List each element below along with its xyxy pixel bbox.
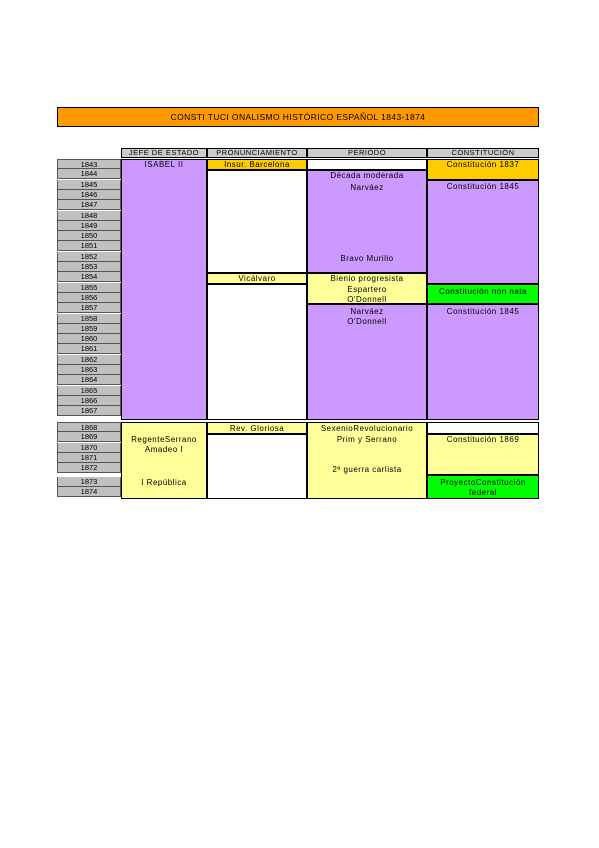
year-cell: 1871 xyxy=(57,453,121,463)
cell-rev-gloriosa xyxy=(207,422,307,434)
cell-constitucion-1845-a xyxy=(427,180,539,284)
page-title: CONSTI TUCI ONALISMO HISTÓRICO ESPAÑOL 1843-1874 xyxy=(57,107,539,127)
year-cell: 1853 xyxy=(57,262,121,272)
cell-constitucion-empty xyxy=(427,422,539,434)
label-amadeo-i: Amadeo I xyxy=(144,445,184,454)
cell-sexenio-revolucionario xyxy=(307,422,427,499)
year-cell: 1858 xyxy=(57,314,121,324)
label-proyecto-constitucion: ProyectoConstitución xyxy=(440,478,526,487)
year-cell: 1869 xyxy=(57,432,121,442)
label-constitucion-non-nata: Constitución non nata xyxy=(439,287,527,296)
label-vicalvaro: Vicálvaro xyxy=(238,274,276,283)
cell-sexenio-jefes xyxy=(121,422,207,499)
label-federal: federal xyxy=(469,488,497,497)
label-constitucion-1845-a: Constitución 1845 xyxy=(446,182,520,191)
header-constitucion: CONSTITUCIÓN xyxy=(427,148,539,158)
year-cell: 1874 xyxy=(57,487,121,497)
year-cell: 1855 xyxy=(57,283,121,293)
cell-empty-3 xyxy=(207,434,307,499)
year-cell: 1850 xyxy=(57,231,121,241)
cell-isabel-ii xyxy=(121,159,207,420)
label-sexenio-revolucionario: SexenioRevolucionario xyxy=(320,424,414,433)
year-cell: 1844 xyxy=(57,169,121,179)
year-cell: 1866 xyxy=(57,396,121,406)
label-prim-serrano: Prim y Serrano xyxy=(336,435,398,444)
cell-constitucion-1837 xyxy=(427,159,539,180)
cell-periodo-empty xyxy=(307,159,427,170)
year-cell: 1849 xyxy=(57,221,121,231)
label-odonnell-1: O'Donnell xyxy=(347,295,387,304)
year-cell: 1848 xyxy=(57,211,121,221)
cell-constitucion-non-nata xyxy=(427,284,539,304)
label-constitucion-1845-b: Constitución 1845 xyxy=(446,307,520,316)
year-cell: 1872 xyxy=(57,463,121,473)
year-cell: 1868 xyxy=(57,422,121,432)
label-decada-moderada: Década moderada xyxy=(330,171,404,180)
year-cell: 1851 xyxy=(57,241,121,251)
year-cell: 1859 xyxy=(57,324,121,334)
label-narvaez-1: Narváez xyxy=(350,183,384,192)
label-bienio-progresista: Bienio progresista xyxy=(330,274,404,283)
cell-constitucion-1845-b xyxy=(427,304,539,420)
label-espartero: Espartero xyxy=(347,285,387,294)
cell-bienio-progresista xyxy=(307,273,427,304)
label-insur-barcelona: Insur. Barcelona xyxy=(224,160,290,169)
label-regente-serrano: RegenteSerrano xyxy=(131,435,197,444)
label-rev-gloriosa: Rev. Gloriosa xyxy=(229,424,285,433)
label-bravo-murillo: Bravo Murillo xyxy=(340,254,394,263)
year-cell: 1845 xyxy=(57,180,121,190)
label-odonnell-2: O'Donnell xyxy=(347,317,387,326)
year-cell: 1864 xyxy=(57,375,121,385)
label-i-republica: I República xyxy=(141,478,187,487)
cell-proyecto-federal xyxy=(427,475,539,499)
year-cell: 1843 xyxy=(57,159,121,169)
year-cell: 1854 xyxy=(57,272,121,282)
year-cell: 1861 xyxy=(57,344,121,354)
year-cell: 1860 xyxy=(57,334,121,344)
cell-empty-2 xyxy=(207,284,307,420)
year-cell: 1870 xyxy=(57,443,121,453)
year-cell: 1856 xyxy=(57,293,121,303)
cell-decada-moderada xyxy=(307,170,427,273)
year-cell: 1867 xyxy=(57,406,121,416)
year-cell: 1846 xyxy=(57,190,121,200)
year-cell: 1865 xyxy=(57,386,121,396)
cell-constitucion-1869 xyxy=(427,434,539,475)
header-jefe-de-estado: JEFE DE ESTADO xyxy=(121,148,207,158)
year-cell: 1862 xyxy=(57,355,121,365)
header-periodo: PERIODO xyxy=(307,148,427,158)
label-guerra-carlista: 2ª guerra carlista xyxy=(332,465,402,474)
year-cell: 1852 xyxy=(57,252,121,262)
year-cell: 1847 xyxy=(57,200,121,210)
header-pronunciamiento: PRONUNCIAMIENTO xyxy=(207,148,307,158)
year-cell: 1857 xyxy=(57,303,121,313)
label-narvaez-2: Narváez xyxy=(350,307,384,316)
label-isabel-ii: ISABEL II xyxy=(144,160,184,169)
year-cell: 1873 xyxy=(57,477,121,487)
cell-narvaez-odonnell xyxy=(307,304,427,420)
cell-vicalvaro xyxy=(207,273,307,284)
label-constitucion-1837: Constitución 1837 xyxy=(446,160,520,169)
cell-empty-1 xyxy=(207,170,307,273)
year-cell: 1863 xyxy=(57,365,121,375)
label-constitucion-1869: Constitución 1869 xyxy=(446,435,520,444)
cell-insur-barcelona xyxy=(207,159,307,170)
